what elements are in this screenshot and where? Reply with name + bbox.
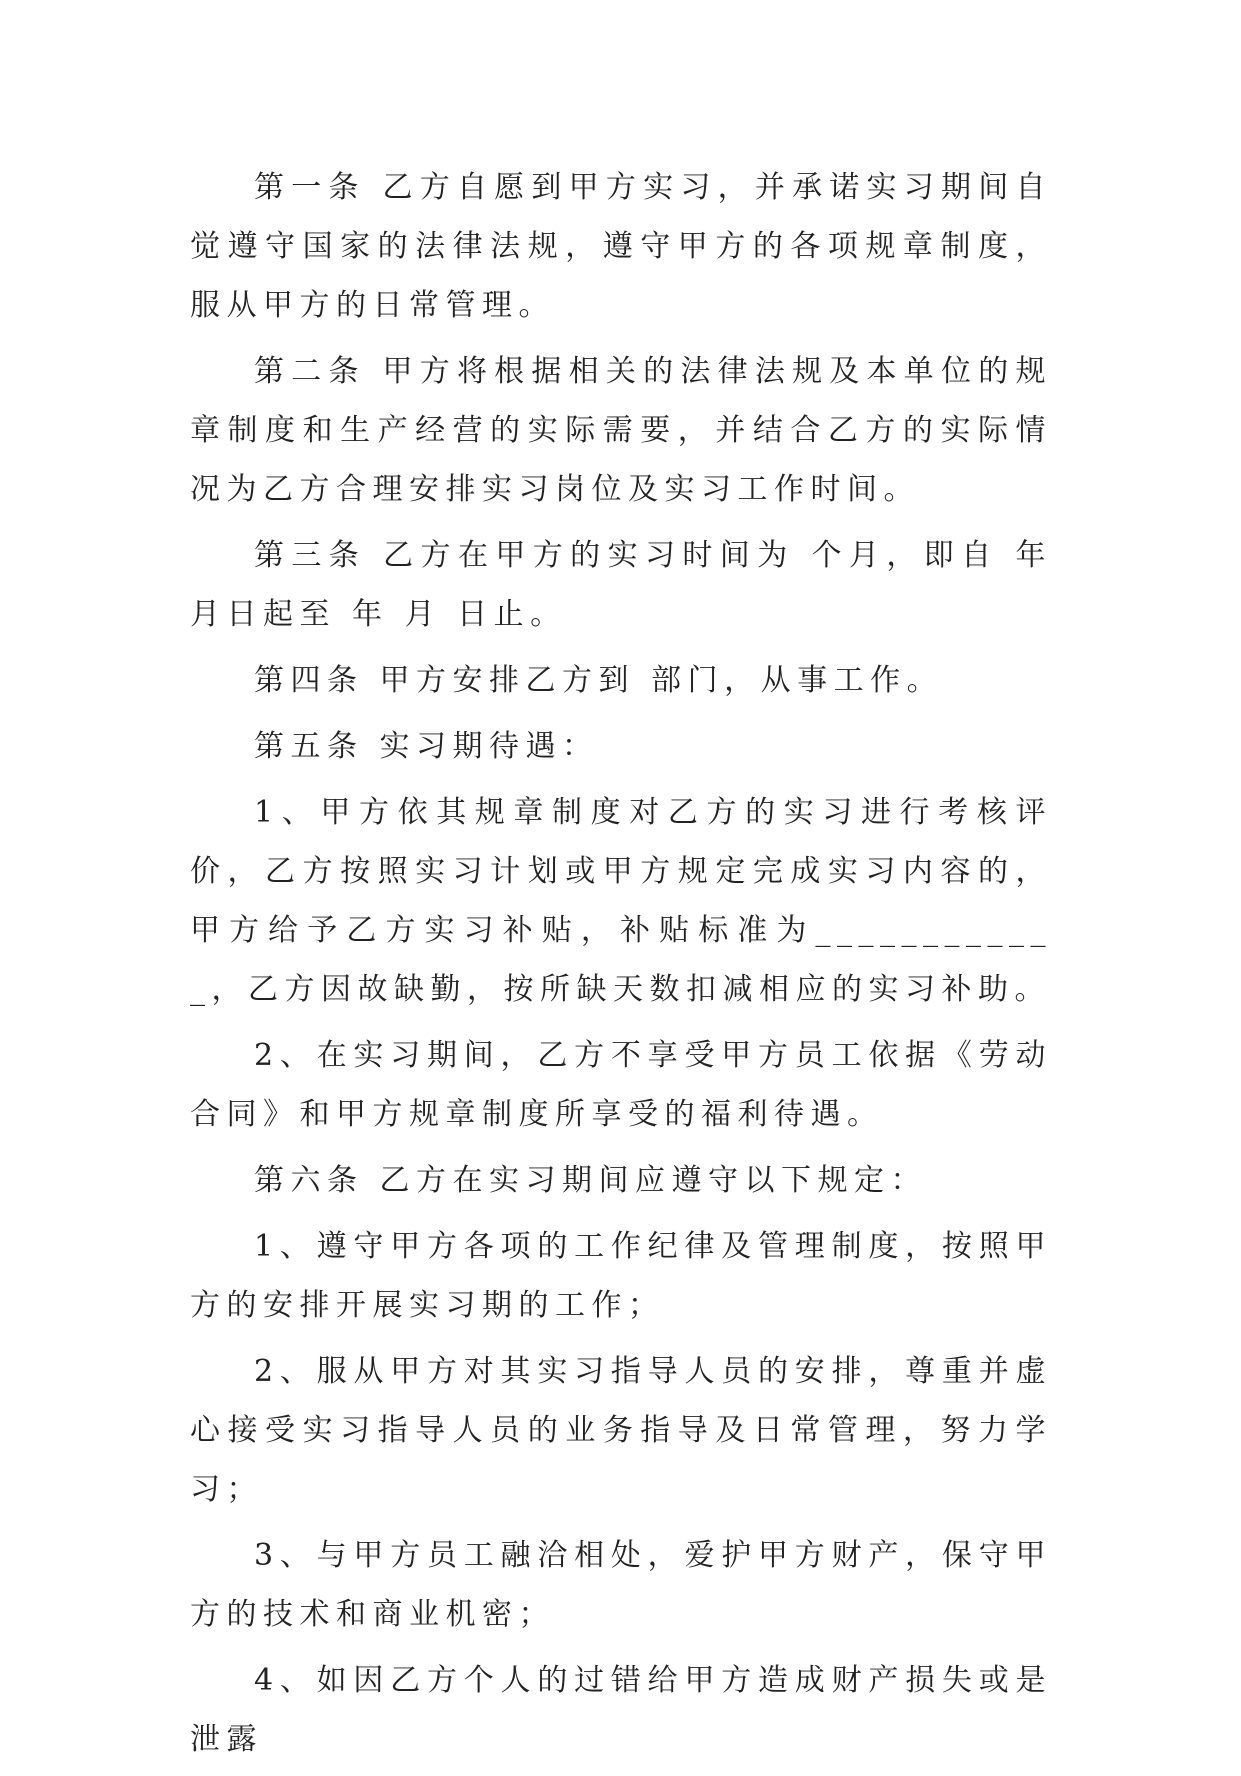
article-5-heading: 第五条 实习期待遇：	[254, 729, 599, 764]
document-page	[190, 158, 1052, 1776]
article-4-paragraph: 第四条 甲方安排乙方到 部门，从事工作。	[254, 663, 944, 698]
article-6-heading: 第六条 乙方在实习期间应遵守以下规定：	[254, 1163, 928, 1198]
article-5-item-1: 1、甲方依其规章制度对乙方的实习进行考核评价，乙方按照实习计划或甲方规定完成实习内容的，甲方给予乙方实习补贴，补贴标准为____________，乙方因故缺勤，按所缺天数扣减相应的实习补助。	[190, 795, 1052, 1007]
article-6-item-1: 1、遵守甲方各项的工作纪律及管理制度，按照甲方的安排开展实习期的工作；	[190, 1229, 1052, 1323]
article-6-item-3: 3、与甲方员工融洽相处，爱护甲方财产，保守甲方的技术和商业机密；	[190, 1538, 1052, 1632]
article-1-paragraph: 第一条 乙方自愿到甲方实习，并承诺实习期间自觉遵守国家的法律法规，遵守甲方的各项规章制度，服从甲方的日常管理。	[190, 170, 1052, 323]
article-3-paragraph: 第三条 乙方在甲方的实习时间为 个月，即自 年 月日起至 年 月 日止。	[190, 538, 1052, 632]
article-2-paragraph: 第二条 甲方将根据相关的法律法规及本单位的规章制度和生产经营的实际需要，并结合乙方的实际情况为乙方合理安排实习岗位及实习工作时间。	[190, 354, 1052, 507]
article-6-item-2: 2、服从甲方对其实习指导人员的安排，尊重并虚心接受实习指导人员的业务指导及日常管理，努力学习；	[190, 1354, 1052, 1507]
article-5-item-2: 2、在实习期间，乙方不享受甲方员工依据《劳动合同》和甲方规章制度所享受的福利待遇。	[190, 1038, 1052, 1132]
article-6-item-4: 4、如因乙方个人的过错给甲方造成财产损失或是泄露	[190, 1663, 1052, 1757]
